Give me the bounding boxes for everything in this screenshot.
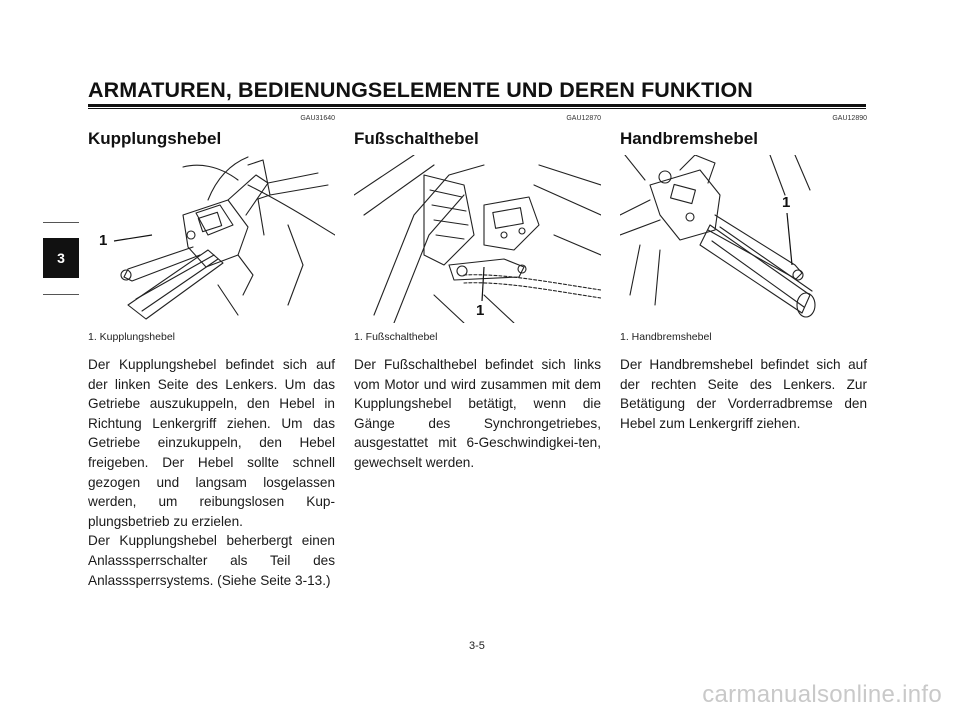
- body-paragraph: Der Handbremshebel befindet sich auf der rechten Seite des Lenkers. Zur Betätigung der Vorderradbremse den Hebel zum Lenkergriff ziehen.: [620, 357, 867, 431]
- figure-caption: 1. Kupplungshebel: [88, 331, 175, 343]
- shift-pedal-illustration: [354, 155, 601, 323]
- brake-lever-illustration: [620, 155, 867, 323]
- section-body: [354, 355, 601, 473]
- section-title: Fußschalthebel: [354, 129, 479, 148]
- section-shift-pedal: [354, 112, 601, 473]
- header-rule: [88, 104, 866, 107]
- section-body: [620, 355, 867, 433]
- section-code: GAU12890: [832, 115, 867, 122]
- header-rule-thin: [88, 108, 866, 109]
- section-body: [88, 355, 335, 590]
- watermark: carmanualsonline.info: [702, 681, 942, 708]
- page-number: 3-5: [469, 640, 485, 652]
- section-title: Kupplungshebel: [88, 129, 222, 148]
- clutch-lever-illustration: [88, 155, 335, 323]
- section-clutch-lever: [88, 112, 335, 590]
- section-title: Handbremshebel: [620, 129, 758, 148]
- chapter-divider: [43, 294, 79, 295]
- body-paragraph: Der Kupplungshebel befindet sich auf der linken Seite des Lenkers. Um das Getriebe auszukuppeln, den Hebel in Richtung Lenkergriff ziehen. Um das Getriebe einzukuppeln, den Hebel freigeben. Der Hebel sollte schnell gezogen und langsam losgelassen werden, um reibungslosen Kup-plungsbetrieb zu erzielen.: [88, 357, 335, 529]
- page-header-title: ARMATUREN, BEDIENUNGSELEMENTE UND DEREN FUNKTION: [88, 78, 753, 102]
- callout-number: 1: [99, 232, 108, 249]
- chapter-tab: 3: [43, 238, 79, 278]
- body-paragraph: Der Kupplungshebel beherbergt einen Anlasssperrschalter als Teil des Anlasssperrsystems. (Siehe Seite 3-13.): [88, 533, 335, 588]
- section-code: GAU31640: [300, 115, 335, 122]
- callout-number: 1: [782, 194, 791, 211]
- figure-caption: 1. Fußschalthebel: [354, 331, 438, 343]
- chapter-divider: [43, 222, 79, 223]
- section-hand-brake-lever: [620, 112, 867, 433]
- callout-number: 1: [476, 302, 485, 319]
- body-paragraph: Der Fußschalthebel befindet sich links vom Motor und wird zusammen mit dem Kupplungshebel betätigt, wenn die Gänge des Synchrongetriebes, ausgestattet mit 6-Geschwindigkei-ten, gewechselt werden.: [354, 357, 601, 470]
- section-code: GAU12870: [566, 115, 601, 122]
- figure-caption: 1. Handbremshebel: [620, 331, 712, 343]
